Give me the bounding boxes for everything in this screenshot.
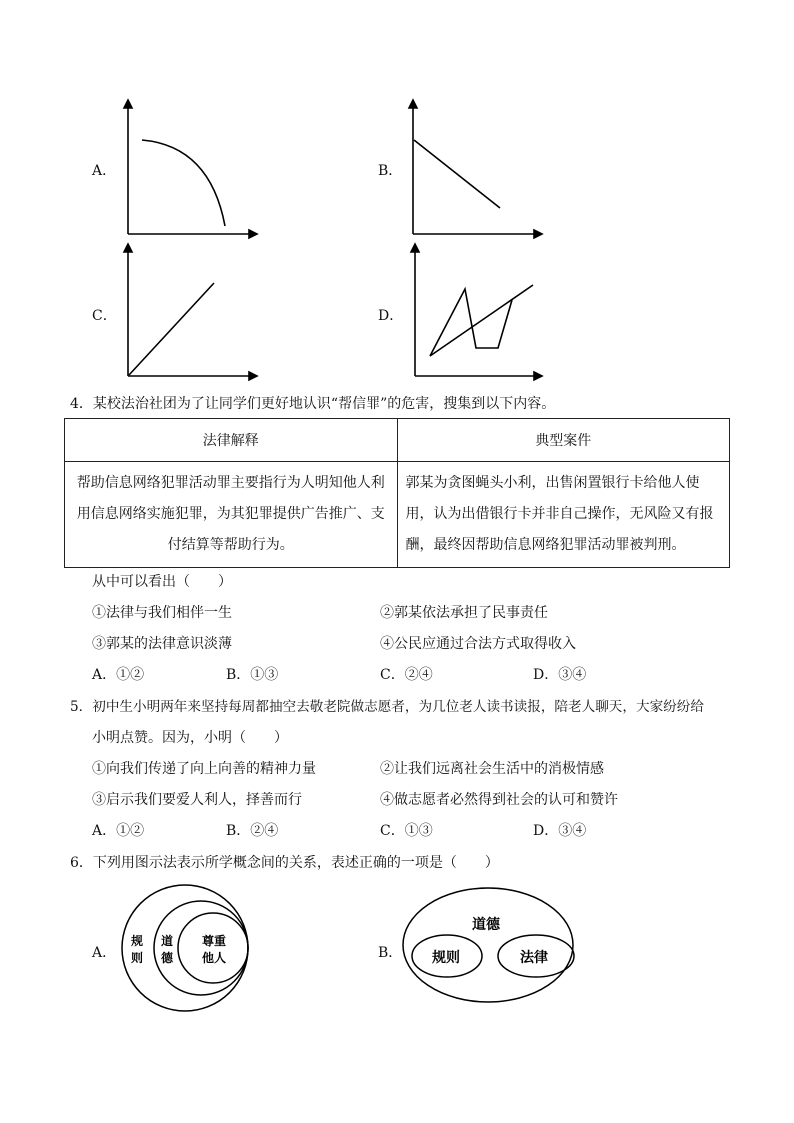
q6-option-b-label[interactable]: B． <box>378 945 403 961</box>
venn-a-outer-char-2: 则 <box>131 951 144 965</box>
q5-choice-b[interactable]: B．②④ <box>226 823 279 839</box>
question-4-table <box>64 418 730 568</box>
q4-choice-b[interactable]: B．①③ <box>226 667 279 683</box>
q5-choice-a[interactable]: A．①② <box>92 823 145 839</box>
question-4-question: 从中可以看出（ ） <box>92 574 232 590</box>
question-6-stem: 6．下列用图示法表示所学概念间的关系，表述正确的一项是（ ） <box>70 855 499 871</box>
venn-b-outer-label: 道德 <box>472 917 500 933</box>
option-b-label: B． <box>378 163 403 179</box>
q5-statement-3: ③启示我们要爱人利人，择善而行 <box>92 792 302 808</box>
graph-b <box>400 96 550 240</box>
question-5-stem-line1: 5．初中生小明两年来坚持每周都抽空去敬老院做志愿者，为几位老人读书读报，陪老人聊天，大家纷纷给 <box>70 699 704 715</box>
table-header-typical-case: 典型案件 <box>397 419 730 462</box>
q4-statement-4: ④公民应通过合法方式取得收入 <box>380 636 576 652</box>
venn-a-inner-line-2: 他人 <box>202 951 227 965</box>
venn-a-middle-char-1: 道 <box>161 934 174 948</box>
question-4-stem: 4．某校法治社团为了让同学们更好地认识“帮信罪”的危害，搜集到以下内容。 <box>70 396 556 412</box>
option-a-label: A． <box>92 163 117 179</box>
q5-statement-1: ①向我们传递了向上向善的精神力量 <box>92 761 316 777</box>
venn-a-outer-char-1: 规 <box>131 934 144 948</box>
venn-diagram-b <box>400 885 580 1005</box>
q4-statement-2: ②郭某依法承担了民事责任 <box>380 605 548 621</box>
graph-d <box>400 240 550 384</box>
q4-statement-1: ①法律与我们相伴一生 <box>92 605 232 621</box>
venn-b-left-label: 规则 <box>432 950 460 966</box>
q5-choice-d[interactable]: D．③④ <box>533 823 587 839</box>
venn-b-right-label: 法律 <box>520 950 548 966</box>
graph-a <box>115 96 265 240</box>
q4-statement-3: ③郭某的法律意识淡薄 <box>92 636 232 652</box>
q4-choice-c[interactable]: C．②④ <box>380 667 433 683</box>
table-header-legal-explanation: 法律解释 <box>65 419 398 462</box>
option-d-label: D． <box>378 308 404 324</box>
q5-choice-c[interactable]: C．①③ <box>380 823 433 839</box>
table-cell-legal-explanation: 帮助信息网络犯罪活动罪主要指行为人明知他人利用信息网络实施犯罪，为其犯罪提供广告推广、支付结算等帮助行为。 <box>65 462 398 568</box>
q4-choice-a[interactable]: A．①② <box>92 667 145 683</box>
q4-choice-d[interactable]: D．③④ <box>533 667 587 683</box>
option-c-label: C． <box>92 308 117 324</box>
venn-a-middle-char-2: 德 <box>161 951 174 965</box>
q5-statement-2: ②让我们远离社会生活中的消极情感 <box>380 761 604 777</box>
table-cell-typical-case: 郭某为贪图蝇头小利，出售闲置银行卡给他人使用，认为出借银行卡并非自己操作，无风险又有报酬，最终因帮助信息网络犯罪活动罪被判刑。 <box>397 462 730 568</box>
venn-a-inner-line-1: 尊重 <box>202 934 227 948</box>
q5-statement-4: ④做志愿者必然得到社会的认可和赞许 <box>380 792 618 808</box>
venn-diagram-a <box>115 878 255 1018</box>
q6-option-a-label[interactable]: A． <box>92 945 117 961</box>
question-5-stem-line2: 小明点赞。因为，小明（ ） <box>92 730 288 746</box>
graph-c <box>115 240 265 384</box>
